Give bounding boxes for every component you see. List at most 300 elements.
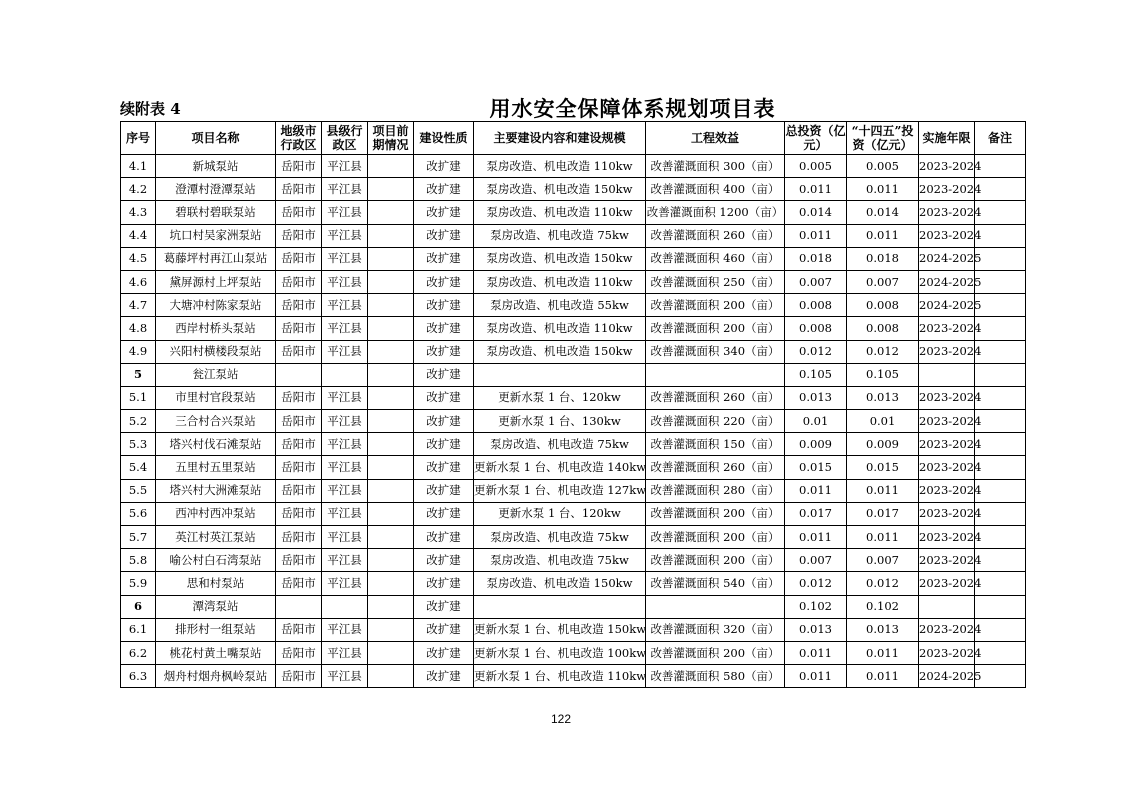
cell-col-preliminary bbox=[368, 294, 414, 317]
cell-col-construction-type: 改扩建 bbox=[414, 526, 474, 549]
cell-col-remarks bbox=[975, 178, 1026, 201]
cell-col-county: 平江县 bbox=[322, 641, 368, 664]
cell-col-main-content: 更新水泵 1 台、机电改造 100kw bbox=[474, 641, 646, 664]
cell-col-seq: 5.5 bbox=[121, 479, 156, 502]
cell-col-project-name: 烟舟村烟舟枫岭泵站 bbox=[156, 665, 276, 688]
cell-col-main-content: 泵房改造、机电改造 55kw bbox=[474, 294, 646, 317]
cell-col-construction-type: 改扩建 bbox=[414, 572, 474, 595]
cell-col-period: 2023-2024 bbox=[919, 618, 975, 641]
cell-col-city: 岳阳市 bbox=[276, 270, 322, 293]
cell-col-seq: 5.7 bbox=[121, 526, 156, 549]
table-row bbox=[121, 433, 1026, 456]
cell-col-county: 平江县 bbox=[322, 479, 368, 502]
cell-col-seq: 6.2 bbox=[121, 641, 156, 664]
cell-col-total-investment: 0.018 bbox=[785, 247, 847, 270]
cell-col-county: 平江县 bbox=[322, 526, 368, 549]
cell-col-period: 2023-2024 bbox=[919, 572, 975, 595]
cell-col-construction-type: 改扩建 bbox=[414, 340, 474, 363]
cell-col-construction-type: 改扩建 bbox=[414, 433, 474, 456]
cell-col-remarks bbox=[975, 410, 1026, 433]
cell-col-remarks bbox=[975, 433, 1026, 456]
cell-col-seq: 5.8 bbox=[121, 549, 156, 572]
cell-col-total-investment: 0.012 bbox=[785, 572, 847, 595]
cell-col-benefit bbox=[646, 363, 785, 386]
cell-col-project-name: 英江村英江泵站 bbox=[156, 526, 276, 549]
cell-col-benefit: 改善灌溉面积 200（亩） bbox=[646, 502, 785, 525]
cell-col-main-content: 泵房改造、机电改造 75kw bbox=[474, 526, 646, 549]
cell-col-construction-type: 改扩建 bbox=[414, 410, 474, 433]
cell-col-city: 岳阳市 bbox=[276, 294, 322, 317]
cell-col-145-investment: 0.011 bbox=[847, 641, 919, 664]
header-col-total-investment: 总投资（亿元） bbox=[785, 122, 847, 155]
cell-col-main-content: 泵房改造、机电改造 150kw bbox=[474, 247, 646, 270]
cell-col-145-investment: 0.012 bbox=[847, 572, 919, 595]
cell-col-period: 2023-2024 bbox=[919, 317, 975, 340]
cell-col-145-investment: 0.017 bbox=[847, 502, 919, 525]
cell-col-preliminary bbox=[368, 641, 414, 664]
cell-col-benefit: 改善灌溉面积 220（亩） bbox=[646, 410, 785, 433]
cell-col-preliminary bbox=[368, 456, 414, 479]
cell-col-preliminary bbox=[368, 247, 414, 270]
cell-col-seq: 5 bbox=[121, 363, 156, 386]
cell-col-main-content: 泵房改造、机电改造 110kw bbox=[474, 201, 646, 224]
cell-col-construction-type: 改扩建 bbox=[414, 665, 474, 688]
cell-col-145-investment: 0.005 bbox=[847, 155, 919, 178]
cell-col-145-investment: 0.009 bbox=[847, 433, 919, 456]
cell-col-remarks bbox=[975, 665, 1026, 688]
cell-col-county: 平江县 bbox=[322, 456, 368, 479]
cell-col-remarks bbox=[975, 595, 1026, 618]
cell-col-benefit: 改善灌溉面积 260（亩） bbox=[646, 224, 785, 247]
cell-col-145-investment: 0.011 bbox=[847, 479, 919, 502]
table-row bbox=[121, 595, 1026, 618]
cell-col-145-investment: 0.007 bbox=[847, 270, 919, 293]
cell-col-main-content: 泵房改造、机电改造 150kw bbox=[474, 178, 646, 201]
cell-col-benefit: 改善灌溉面积 250（亩） bbox=[646, 270, 785, 293]
cell-col-project-name: 五里村五里泵站 bbox=[156, 456, 276, 479]
cell-col-seq: 6 bbox=[121, 595, 156, 618]
cell-col-preliminary bbox=[368, 433, 414, 456]
cell-col-seq: 6.1 bbox=[121, 618, 156, 641]
cell-col-preliminary bbox=[368, 155, 414, 178]
cell-col-city: 岳阳市 bbox=[276, 317, 322, 340]
page-title: 用水安全保障体系规划项目表 bbox=[489, 96, 776, 121]
cell-col-remarks bbox=[975, 549, 1026, 572]
cell-col-total-investment: 0.011 bbox=[785, 178, 847, 201]
cell-col-city: 岳阳市 bbox=[276, 386, 322, 409]
cell-col-period: 2023-2024 bbox=[919, 386, 975, 409]
table-body bbox=[121, 155, 1026, 688]
table-row bbox=[121, 479, 1026, 502]
cell-col-construction-type: 改扩建 bbox=[414, 549, 474, 572]
cell-col-project-name: 西岸村桥头泵站 bbox=[156, 317, 276, 340]
cell-col-county bbox=[322, 595, 368, 618]
cell-col-city: 岳阳市 bbox=[276, 641, 322, 664]
cell-col-total-investment: 0.005 bbox=[785, 155, 847, 178]
cell-col-period: 2024-2025 bbox=[919, 294, 975, 317]
cell-col-period: 2023-2024 bbox=[919, 456, 975, 479]
cell-col-total-investment: 0.007 bbox=[785, 270, 847, 293]
cell-col-seq: 4.3 bbox=[121, 201, 156, 224]
cell-col-project-name: 兴阳村横楼段泵站 bbox=[156, 340, 276, 363]
cell-col-county: 平江县 bbox=[322, 665, 368, 688]
cell-col-preliminary bbox=[368, 479, 414, 502]
cell-col-total-investment: 0.015 bbox=[785, 456, 847, 479]
cell-col-county: 平江县 bbox=[322, 502, 368, 525]
cell-col-city: 岳阳市 bbox=[276, 224, 322, 247]
cell-col-county: 平江县 bbox=[322, 270, 368, 293]
cell-col-total-investment: 0.105 bbox=[785, 363, 847, 386]
cell-col-benefit: 改善灌溉面积 200（亩） bbox=[646, 641, 785, 664]
cell-col-seq: 5.9 bbox=[121, 572, 156, 595]
cell-col-main-content: 泵房改造、机电改造 110kw bbox=[474, 155, 646, 178]
cell-col-145-investment: 0.013 bbox=[847, 386, 919, 409]
cell-col-remarks bbox=[975, 247, 1026, 270]
cell-col-preliminary bbox=[368, 526, 414, 549]
table-row bbox=[121, 665, 1026, 688]
cell-col-county: 平江县 bbox=[322, 572, 368, 595]
cell-col-total-investment: 0.008 bbox=[785, 294, 847, 317]
cell-col-construction-type: 改扩建 bbox=[414, 317, 474, 340]
cell-col-seq: 4.1 bbox=[121, 155, 156, 178]
header-col-preliminary: 项目前期情况 bbox=[368, 122, 414, 155]
cell-col-county: 平江县 bbox=[322, 155, 368, 178]
cell-col-project-name: 排形村一组泵站 bbox=[156, 618, 276, 641]
cell-col-remarks bbox=[975, 155, 1026, 178]
cell-col-145-investment: 0.014 bbox=[847, 201, 919, 224]
cell-col-seq: 4.6 bbox=[121, 270, 156, 293]
cell-col-project-name: 喻公村白石湾泵站 bbox=[156, 549, 276, 572]
cell-col-145-investment: 0.011 bbox=[847, 526, 919, 549]
cell-col-county bbox=[322, 363, 368, 386]
cell-col-period: 2023-2024 bbox=[919, 340, 975, 363]
header-col-remarks: 备注 bbox=[975, 122, 1026, 155]
cell-col-seq: 4.4 bbox=[121, 224, 156, 247]
cell-col-city: 岳阳市 bbox=[276, 526, 322, 549]
cell-col-county: 平江县 bbox=[322, 549, 368, 572]
table-row bbox=[121, 363, 1026, 386]
cell-col-benefit: 改善灌溉面积 320（亩） bbox=[646, 618, 785, 641]
cell-col-remarks bbox=[975, 294, 1026, 317]
cell-col-construction-type: 改扩建 bbox=[414, 155, 474, 178]
cell-col-preliminary bbox=[368, 363, 414, 386]
cell-col-period: 2023-2024 bbox=[919, 526, 975, 549]
cell-col-remarks bbox=[975, 456, 1026, 479]
cell-col-benefit: 改善灌溉面积 260（亩） bbox=[646, 456, 785, 479]
cell-col-project-name: 大塘冲村陈家泵站 bbox=[156, 294, 276, 317]
cell-col-project-name: 新城泵站 bbox=[156, 155, 276, 178]
cell-col-benefit bbox=[646, 595, 785, 618]
cell-col-145-investment: 0.105 bbox=[847, 363, 919, 386]
cell-col-benefit: 改善灌溉面积 300（亩） bbox=[646, 155, 785, 178]
cell-col-period bbox=[919, 595, 975, 618]
header-col-main-content: 主要建设内容和建设规模 bbox=[474, 122, 646, 155]
cell-col-construction-type: 改扩建 bbox=[414, 502, 474, 525]
cell-col-construction-type: 改扩建 bbox=[414, 386, 474, 409]
cell-col-preliminary bbox=[368, 340, 414, 363]
cell-col-period: 2024-2025 bbox=[919, 247, 975, 270]
cell-col-main-content: 更新水泵 1 台、130kw bbox=[474, 410, 646, 433]
cell-col-seq: 5.3 bbox=[121, 433, 156, 456]
cell-col-city: 岳阳市 bbox=[276, 410, 322, 433]
cell-col-main-content: 泵房改造、机电改造 110kw bbox=[474, 317, 646, 340]
cell-col-period: 2023-2024 bbox=[919, 224, 975, 247]
cell-col-remarks bbox=[975, 224, 1026, 247]
cell-col-preliminary bbox=[368, 317, 414, 340]
cell-col-main-content: 泵房改造、机电改造 75kw bbox=[474, 549, 646, 572]
cell-col-city bbox=[276, 595, 322, 618]
cell-col-city bbox=[276, 363, 322, 386]
cell-col-preliminary bbox=[368, 270, 414, 293]
cell-col-construction-type: 改扩建 bbox=[414, 178, 474, 201]
table-row bbox=[121, 178, 1026, 201]
cell-col-preliminary bbox=[368, 224, 414, 247]
cell-col-construction-type: 改扩建 bbox=[414, 618, 474, 641]
cell-col-project-name: 三合村合兴泵站 bbox=[156, 410, 276, 433]
header-col-construction-type: 建设性质 bbox=[414, 122, 474, 155]
cell-col-benefit: 改善灌溉面积 460（亩） bbox=[646, 247, 785, 270]
table-caption: 续附表 4 bbox=[120, 100, 181, 118]
cell-col-preliminary bbox=[368, 595, 414, 618]
header-col-benefit: 工程效益 bbox=[646, 122, 785, 155]
cell-col-construction-type: 改扩建 bbox=[414, 595, 474, 618]
cell-col-preliminary bbox=[368, 665, 414, 688]
cell-col-remarks bbox=[975, 502, 1026, 525]
cell-col-seq: 6.3 bbox=[121, 665, 156, 688]
table-row bbox=[121, 317, 1026, 340]
cell-col-145-investment: 0.013 bbox=[847, 618, 919, 641]
table-row bbox=[121, 410, 1026, 433]
cell-col-benefit: 改善灌溉面积 400（亩） bbox=[646, 178, 785, 201]
cell-col-total-investment: 0.011 bbox=[785, 224, 847, 247]
cell-col-construction-type: 改扩建 bbox=[414, 270, 474, 293]
cell-col-period: 2023-2024 bbox=[919, 433, 975, 456]
cell-col-project-name: 西冲村西冲泵站 bbox=[156, 502, 276, 525]
cell-col-period: 2024-2025 bbox=[919, 270, 975, 293]
cell-col-project-name: 瓮江泵站 bbox=[156, 363, 276, 386]
cell-col-main-content bbox=[474, 363, 646, 386]
cell-col-period: 2023-2024 bbox=[919, 155, 975, 178]
cell-col-total-investment: 0.102 bbox=[785, 595, 847, 618]
cell-col-seq: 5.1 bbox=[121, 386, 156, 409]
cell-col-period: 2023-2024 bbox=[919, 641, 975, 664]
cell-col-project-name: 市里村官段泵站 bbox=[156, 386, 276, 409]
cell-col-county: 平江县 bbox=[322, 340, 368, 363]
cell-col-145-investment: 0.01 bbox=[847, 410, 919, 433]
cell-col-city: 岳阳市 bbox=[276, 433, 322, 456]
cell-col-145-investment: 0.011 bbox=[847, 665, 919, 688]
cell-col-remarks bbox=[975, 201, 1026, 224]
cell-col-preliminary bbox=[368, 549, 414, 572]
table-row bbox=[121, 340, 1026, 363]
cell-col-city: 岳阳市 bbox=[276, 665, 322, 688]
cell-col-main-content: 更新水泵 1 台、机电改造 140kw bbox=[474, 456, 646, 479]
cell-col-city: 岳阳市 bbox=[276, 201, 322, 224]
cell-col-preliminary bbox=[368, 502, 414, 525]
cell-col-project-name: 黛屏源村上坪泵站 bbox=[156, 270, 276, 293]
cell-col-period: 2023-2024 bbox=[919, 549, 975, 572]
table-row bbox=[121, 270, 1026, 293]
cell-col-construction-type: 改扩建 bbox=[414, 479, 474, 502]
project-table bbox=[120, 121, 1026, 688]
cell-col-city: 岳阳市 bbox=[276, 618, 322, 641]
cell-col-preliminary bbox=[368, 572, 414, 595]
cell-col-construction-type: 改扩建 bbox=[414, 224, 474, 247]
cell-col-city: 岳阳市 bbox=[276, 549, 322, 572]
cell-col-county: 平江县 bbox=[322, 386, 368, 409]
cell-col-145-investment: 0.015 bbox=[847, 456, 919, 479]
cell-col-benefit: 改善灌溉面积 260（亩） bbox=[646, 386, 785, 409]
cell-col-total-investment: 0.013 bbox=[785, 386, 847, 409]
cell-col-main-content: 泵房改造、机电改造 150kw bbox=[474, 572, 646, 595]
table-row bbox=[121, 526, 1026, 549]
cell-col-total-investment: 0.017 bbox=[785, 502, 847, 525]
cell-col-construction-type: 改扩建 bbox=[414, 363, 474, 386]
table-row bbox=[121, 456, 1026, 479]
cell-col-project-name: 塔兴村大洲滩泵站 bbox=[156, 479, 276, 502]
cell-col-project-name: 思和村泵站 bbox=[156, 572, 276, 595]
cell-col-seq: 4.5 bbox=[121, 247, 156, 270]
cell-col-city: 岳阳市 bbox=[276, 340, 322, 363]
cell-col-main-content: 泵房改造、机电改造 75kw bbox=[474, 433, 646, 456]
cell-col-period: 2023-2024 bbox=[919, 502, 975, 525]
cell-col-main-content: 更新水泵 1 台、机电改造 150kw bbox=[474, 618, 646, 641]
cell-col-remarks bbox=[975, 363, 1026, 386]
cell-col-seq: 4.9 bbox=[121, 340, 156, 363]
cell-col-construction-type: 改扩建 bbox=[414, 456, 474, 479]
cell-col-total-investment: 0.01 bbox=[785, 410, 847, 433]
table-row bbox=[121, 502, 1026, 525]
cell-col-total-investment: 0.011 bbox=[785, 479, 847, 502]
cell-col-total-investment: 0.011 bbox=[785, 526, 847, 549]
cell-col-benefit: 改善灌溉面积 580（亩） bbox=[646, 665, 785, 688]
cell-col-remarks bbox=[975, 641, 1026, 664]
cell-col-main-content: 更新水泵 1 台、机电改造 110kw bbox=[474, 665, 646, 688]
cell-col-city: 岳阳市 bbox=[276, 155, 322, 178]
cell-col-benefit: 改善灌溉面积 540（亩） bbox=[646, 572, 785, 595]
cell-col-county: 平江县 bbox=[322, 317, 368, 340]
table-row bbox=[121, 386, 1026, 409]
cell-col-period: 2023-2024 bbox=[919, 201, 975, 224]
cell-col-main-content: 泵房改造、机电改造 110kw bbox=[474, 270, 646, 293]
cell-col-construction-type: 改扩建 bbox=[414, 247, 474, 270]
cell-col-period: 2023-2024 bbox=[919, 410, 975, 433]
cell-col-145-investment: 0.018 bbox=[847, 247, 919, 270]
header-col-period: 实施年限 bbox=[919, 122, 975, 155]
cell-col-total-investment: 0.008 bbox=[785, 317, 847, 340]
cell-col-main-content: 更新水泵 1 台、机电改造 127kw bbox=[474, 479, 646, 502]
cell-col-remarks bbox=[975, 526, 1026, 549]
cell-col-county: 平江县 bbox=[322, 410, 368, 433]
header-col-city: 地级市行政区 bbox=[276, 122, 322, 155]
cell-col-project-name: 桃花村黄土嘴泵站 bbox=[156, 641, 276, 664]
cell-col-construction-type: 改扩建 bbox=[414, 641, 474, 664]
cell-col-city: 岳阳市 bbox=[276, 456, 322, 479]
cell-col-total-investment: 0.011 bbox=[785, 641, 847, 664]
table-row bbox=[121, 155, 1026, 178]
cell-col-main-content bbox=[474, 595, 646, 618]
cell-col-city: 岳阳市 bbox=[276, 247, 322, 270]
cell-col-county: 平江县 bbox=[322, 178, 368, 201]
cell-col-project-name: 碧联村碧联泵站 bbox=[156, 201, 276, 224]
cell-col-benefit: 改善灌溉面积 200（亩） bbox=[646, 294, 785, 317]
header-col-county: 县级行政区 bbox=[322, 122, 368, 155]
cell-col-county: 平江县 bbox=[322, 294, 368, 317]
cell-col-county: 平江县 bbox=[322, 224, 368, 247]
cell-col-construction-type: 改扩建 bbox=[414, 294, 474, 317]
cell-col-seq: 4.8 bbox=[121, 317, 156, 340]
cell-col-remarks bbox=[975, 270, 1026, 293]
cell-col-remarks bbox=[975, 618, 1026, 641]
cell-col-total-investment: 0.014 bbox=[785, 201, 847, 224]
cell-col-total-investment: 0.011 bbox=[785, 665, 847, 688]
cell-col-project-name: 塔兴村伐石滩泵站 bbox=[156, 433, 276, 456]
table-row bbox=[121, 224, 1026, 247]
cell-col-project-name: 澄潭村澄潭泵站 bbox=[156, 178, 276, 201]
header-col-145-investment: “十四五”投资（亿元） bbox=[847, 122, 919, 155]
cell-col-seq: 5.6 bbox=[121, 502, 156, 525]
cell-col-period: 2024-2025 bbox=[919, 665, 975, 688]
cell-col-county: 平江县 bbox=[322, 247, 368, 270]
cell-col-remarks bbox=[975, 386, 1026, 409]
cell-col-preliminary bbox=[368, 386, 414, 409]
cell-col-preliminary bbox=[368, 178, 414, 201]
cell-col-project-name: 坑口村吴家洲泵站 bbox=[156, 224, 276, 247]
cell-col-period: 2023-2024 bbox=[919, 479, 975, 502]
cell-col-county: 平江县 bbox=[322, 201, 368, 224]
cell-col-total-investment: 0.012 bbox=[785, 340, 847, 363]
cell-col-main-content: 更新水泵 1 台、120kw bbox=[474, 502, 646, 525]
table-row bbox=[121, 641, 1026, 664]
header-col-project-name: 项目名称 bbox=[156, 122, 276, 155]
cell-col-construction-type: 改扩建 bbox=[414, 201, 474, 224]
cell-col-benefit: 改善灌溉面积 150（亩） bbox=[646, 433, 785, 456]
cell-col-main-content: 泵房改造、机电改造 75kw bbox=[474, 224, 646, 247]
cell-col-preliminary bbox=[368, 618, 414, 641]
table-row bbox=[121, 294, 1026, 317]
cell-col-145-investment: 0.011 bbox=[847, 178, 919, 201]
cell-col-total-investment: 0.009 bbox=[785, 433, 847, 456]
cell-col-remarks bbox=[975, 479, 1026, 502]
cell-col-benefit: 改善灌溉面积 1200（亩） bbox=[646, 201, 785, 224]
title-row bbox=[120, 95, 1025, 121]
cell-col-total-investment: 0.007 bbox=[785, 549, 847, 572]
cell-col-county: 平江县 bbox=[322, 433, 368, 456]
cell-col-benefit: 改善灌溉面积 280（亩） bbox=[646, 479, 785, 502]
cell-col-145-investment: 0.007 bbox=[847, 549, 919, 572]
cell-col-remarks bbox=[975, 572, 1026, 595]
cell-col-benefit: 改善灌溉面积 200（亩） bbox=[646, 549, 785, 572]
table-row bbox=[121, 572, 1026, 595]
cell-col-seq: 5.2 bbox=[121, 410, 156, 433]
cell-col-city: 岳阳市 bbox=[276, 479, 322, 502]
table-row bbox=[121, 549, 1026, 572]
cell-col-county: 平江县 bbox=[322, 618, 368, 641]
cell-col-remarks bbox=[975, 317, 1026, 340]
table-row bbox=[121, 618, 1026, 641]
table-row bbox=[121, 201, 1026, 224]
header-col-seq: 序号 bbox=[121, 122, 156, 155]
cell-col-145-investment: 0.012 bbox=[847, 340, 919, 363]
cell-col-benefit: 改善灌溉面积 340（亩） bbox=[646, 340, 785, 363]
cell-col-benefit: 改善灌溉面积 200（亩） bbox=[646, 317, 785, 340]
cell-col-seq: 4.2 bbox=[121, 178, 156, 201]
cell-col-145-investment: 0.102 bbox=[847, 595, 919, 618]
table-row bbox=[121, 247, 1026, 270]
cell-col-remarks bbox=[975, 340, 1026, 363]
cell-col-preliminary bbox=[368, 410, 414, 433]
cell-col-project-name: 潭湾泵站 bbox=[156, 595, 276, 618]
